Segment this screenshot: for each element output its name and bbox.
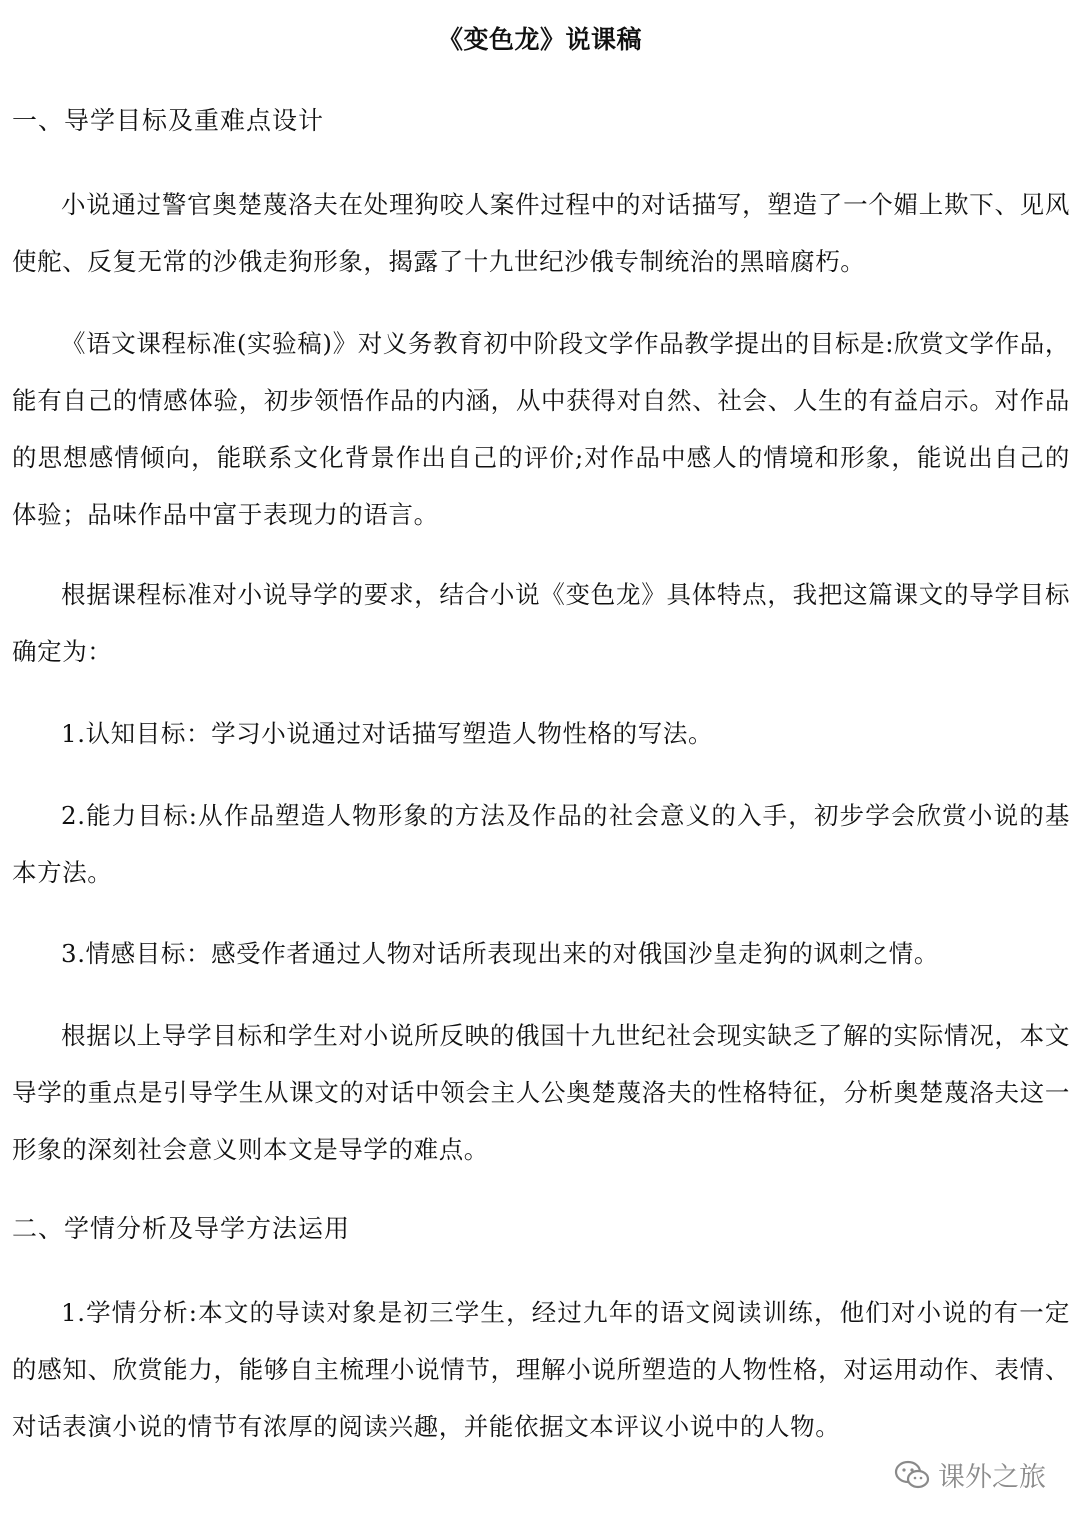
wechat-icon bbox=[894, 1460, 930, 1490]
section-heading-1: 一、导学目标及重难点设计 bbox=[12, 106, 325, 135]
paragraph-curriculum-standard: 《语文课程标准(实验稿)》对义务教育初中阶段文学作品教学提出的目标是:欣赏文学作品，能有自己的情感体验，初步领悟作品的内涵，从中获得对自然、社会、人生的有益启示。对作品的思想感情倾向，能联系文化背景作出自己的评价;对作品中感人的情境和形象，能说出自己的体验；品味作品中富于表现力的语言。 bbox=[12, 329, 1070, 529]
watermark bbox=[894, 1455, 1046, 1494]
paragraph-ability-goal: 2.能力目标:从作品塑造人物形象的方法及作品的社会意义的入手，初步学会欣赏小说的基本方法。 bbox=[12, 801, 1070, 887]
watermark-text: 课外之旅 bbox=[938, 1462, 1046, 1493]
paragraph-cognitive-goal: 1.认知目标：学习小说通过对话描写塑造人物性格的写法。 bbox=[61, 719, 714, 748]
document-title: 《变色龙》说课稿 bbox=[437, 25, 642, 54]
section-heading-2: 二、学情分析及导学方法运用 bbox=[12, 1214, 351, 1243]
paragraph-student-analysis: 1.学情分析:本文的导读对象是初三学生，经过九年的语文阅读训练，他们对小说的有一定的感知、欣赏能力，能够自主梳理小说情节，理解小说所塑造的人物性格，对运用动作、表情、对话表演小说的情节有浓厚的阅读兴趣，并能依据文本评议小说中的人物。 bbox=[12, 1298, 1070, 1441]
paragraph-key-points: 根据以上导学目标和学生对小说所反映的俄国十九世纪社会现实缺乏了解的实际情况，本文导学的重点是引导学生从课文的对话中领会主人公奥楚蔑洛夫的性格特征，分析奥楚蔑洛夫这一形象的深刻社会意义则本文是导学的难点。 bbox=[12, 1021, 1070, 1164]
paragraph-intro: 小说通过警官奥楚蔑洛夫在处理狗咬人案件过程中的对话描写，塑造了一个媚上欺下、见风使舵、反复无常的沙俄走狗形象，揭露了十九世纪沙俄专制统治的黑暗腐朽。 bbox=[12, 190, 1070, 276]
paragraph-emotion-goal: 3.情感目标：感受作者通过人物对话所表现出来的对俄国沙皇走狗的讽刺之情。 bbox=[61, 939, 939, 968]
paragraph-goal-intro: 根据课程标准对小说导学的要求，结合小说《变色龙》具体特点，我把这篇课文的导学目标确定为： bbox=[12, 580, 1070, 666]
